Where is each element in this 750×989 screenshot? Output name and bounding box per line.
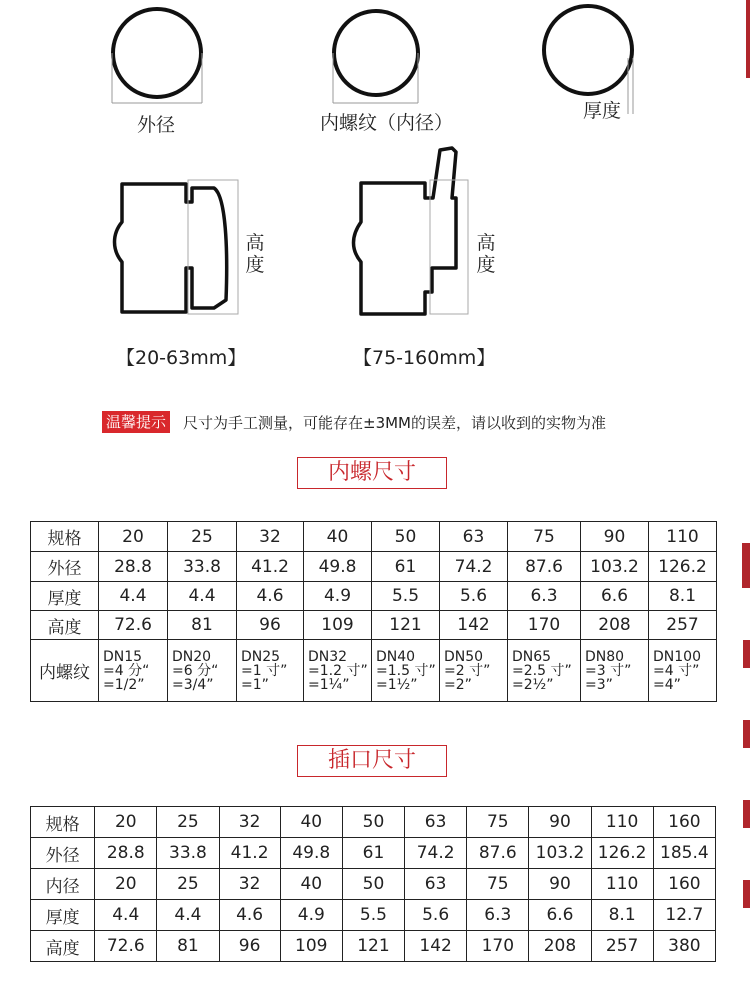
table-cell: 50 (342, 807, 404, 838)
table-row (31, 869, 716, 900)
table-cell: 63 (405, 869, 467, 900)
table-cell: 4.4 (168, 582, 237, 611)
notice-tag: 温馨提示 (102, 411, 170, 433)
table-cell: 20 (95, 869, 157, 900)
table-cell: 61 (342, 838, 404, 869)
table-row (31, 582, 717, 611)
row-label: 规格 (31, 807, 95, 838)
table-cell: 63 (405, 807, 467, 838)
threaded-section-title: 内螺尺寸 (297, 457, 447, 489)
socket-spec-table (30, 806, 716, 962)
table-cell: 25 (157, 869, 219, 900)
table-cell: 103.2 (581, 552, 649, 582)
row-label: 外径 (31, 552, 99, 582)
row-label: 外径 (31, 838, 95, 869)
table-cell: 142 (440, 611, 508, 640)
table-cell: 33.8 (168, 552, 237, 582)
table-row (31, 838, 716, 869)
table-row (31, 640, 717, 702)
table-cell: 41.2 (219, 838, 280, 869)
table-cell: 72.6 (95, 931, 157, 962)
table-cell: 160 (653, 869, 715, 900)
table-cell: 87.6 (508, 552, 581, 582)
table-cell: 109 (304, 611, 372, 640)
table-row (31, 611, 717, 640)
table-cell: 40 (280, 869, 342, 900)
table-cell: 160 (653, 807, 715, 838)
small-valve-icon (115, 184, 227, 312)
row-label: 规格 (31, 522, 99, 552)
table-cell: 6.6 (581, 582, 649, 611)
table-cell: 142 (405, 931, 467, 962)
table-cell: DN50 =2 寸” =2” (440, 640, 508, 702)
table-cell: 61 (372, 552, 440, 582)
table-cell: 257 (591, 931, 653, 962)
table-cell: 75 (467, 869, 529, 900)
table-cell: 4.4 (95, 900, 157, 931)
table-cell: 28.8 (95, 838, 157, 869)
outer-diameter-label: 外径 (137, 114, 176, 136)
table-cell: DN20 =6 分“ =3/4” (168, 640, 237, 702)
table-cell: 32 (237, 522, 304, 552)
inner-diameter-circle-icon (333, 11, 418, 103)
table-cell: 109 (280, 931, 342, 962)
table-cell: 4.9 (280, 900, 342, 931)
table-cell: 126.2 (591, 838, 653, 869)
table-cell: 50 (342, 869, 404, 900)
table-cell: DN32 =1.2 寸” =1¼” (304, 640, 372, 702)
table-cell: 6.3 (508, 582, 581, 611)
edge-mark (743, 640, 750, 668)
table-cell: 20 (95, 807, 157, 838)
large-valve-icon (354, 148, 457, 314)
table-cell: 28.8 (99, 552, 168, 582)
table-cell: 185.4 (653, 838, 715, 869)
table-cell: DN15 =4 分“ =1/2” (99, 640, 168, 702)
row-label: 厚度 (31, 582, 99, 611)
table-cell: 5.6 (405, 900, 467, 931)
table-cell: 5.5 (342, 900, 404, 931)
notice-text: 尺寸为手工测量，可能存在±3MM的误差，请以收到的实物为准 (183, 414, 606, 432)
table-cell: 8.1 (591, 900, 653, 931)
table-cell: 75 (467, 807, 529, 838)
table-cell: 50 (372, 522, 440, 552)
table-cell: 96 (237, 611, 304, 640)
table-row (31, 522, 717, 552)
table-cell: 32 (219, 807, 280, 838)
table-cell: 4.4 (157, 900, 219, 931)
table-cell: 33.8 (157, 838, 219, 869)
table-cell: 5.5 (372, 582, 440, 611)
table-cell: DN100 =4 寸” =4” (649, 640, 717, 702)
table-cell: 87.6 (467, 838, 529, 869)
table-cell: 5.6 (440, 582, 508, 611)
table-cell: 121 (342, 931, 404, 962)
edge-mark (743, 880, 750, 908)
socket-section-title: 插口尺寸 (297, 745, 447, 777)
table-cell: 380 (653, 931, 715, 962)
table-cell: 8.1 (649, 582, 717, 611)
table-cell: DN25 =1 寸” =1” (237, 640, 304, 702)
table-cell: 6.3 (467, 900, 529, 931)
height-label-small: 高度 (245, 232, 265, 276)
table-row (31, 807, 716, 838)
table-cell: 110 (649, 522, 717, 552)
table-cell: 103.2 (529, 838, 591, 869)
table-row (31, 900, 716, 931)
row-label: 内螺纹 (31, 640, 99, 702)
table-cell: 6.6 (529, 900, 591, 931)
table-cell: 96 (219, 931, 280, 962)
table-cell: 170 (508, 611, 581, 640)
table-cell: 170 (467, 931, 529, 962)
table-cell: 81 (157, 931, 219, 962)
table-cell: 40 (280, 807, 342, 838)
edge-mark (743, 720, 750, 748)
table-cell: 63 (440, 522, 508, 552)
table-cell: 4.6 (237, 582, 304, 611)
table-cell: 49.8 (304, 552, 372, 582)
table-cell: 20 (99, 522, 168, 552)
range-label-large: 【75-160mm】 (353, 347, 496, 369)
table-cell: 126.2 (649, 552, 717, 582)
table-cell: 25 (157, 807, 219, 838)
table-cell: 208 (529, 931, 591, 962)
row-label: 高度 (31, 611, 99, 640)
table-cell: 4.6 (219, 900, 280, 931)
thickness-label: 厚度 (583, 100, 622, 122)
table-cell: 40 (304, 522, 372, 552)
row-label: 高度 (31, 931, 95, 962)
table-cell: 74.2 (440, 552, 508, 582)
table-cell: DN80 =3 寸” =3” (581, 640, 649, 702)
table-cell: DN65 =2.5 寸” =2½” (508, 640, 581, 702)
table-cell: 121 (372, 611, 440, 640)
table-cell: 75 (508, 522, 581, 552)
table-cell: 12.7 (653, 900, 715, 931)
table-cell: DN40 =1.5 寸” =1½” (372, 640, 440, 702)
edge-mark (742, 543, 750, 588)
measurement-diagram (0, 0, 750, 400)
table-cell: 72.6 (99, 611, 168, 640)
range-label-small: 【20-63mm】 (116, 347, 247, 369)
table-cell: 208 (581, 611, 649, 640)
table-cell: 41.2 (237, 552, 304, 582)
table-cell: 25 (168, 522, 237, 552)
inner-thread-label: 内螺纹（内径） (320, 112, 454, 134)
table-cell: 81 (168, 611, 237, 640)
row-label: 内径 (31, 869, 95, 900)
table-cell: 90 (529, 869, 591, 900)
edge-mark (743, 800, 750, 828)
table-cell: 32 (219, 869, 280, 900)
table-row (31, 552, 717, 582)
row-label: 厚度 (31, 900, 95, 931)
threaded-spec-table (30, 521, 717, 702)
table-cell: 90 (529, 807, 591, 838)
table-row (31, 931, 716, 962)
height-label-large: 高度 (476, 232, 496, 276)
table-cell: 74.2 (405, 838, 467, 869)
table-cell: 257 (649, 611, 717, 640)
table-cell: 4.4 (99, 582, 168, 611)
table-cell: 110 (591, 869, 653, 900)
table-cell: 4.9 (304, 582, 372, 611)
outer-diameter-circle-icon (112, 9, 202, 103)
table-cell: 49.8 (280, 838, 342, 869)
table-cell: 90 (581, 522, 649, 552)
table-cell: 110 (591, 807, 653, 838)
